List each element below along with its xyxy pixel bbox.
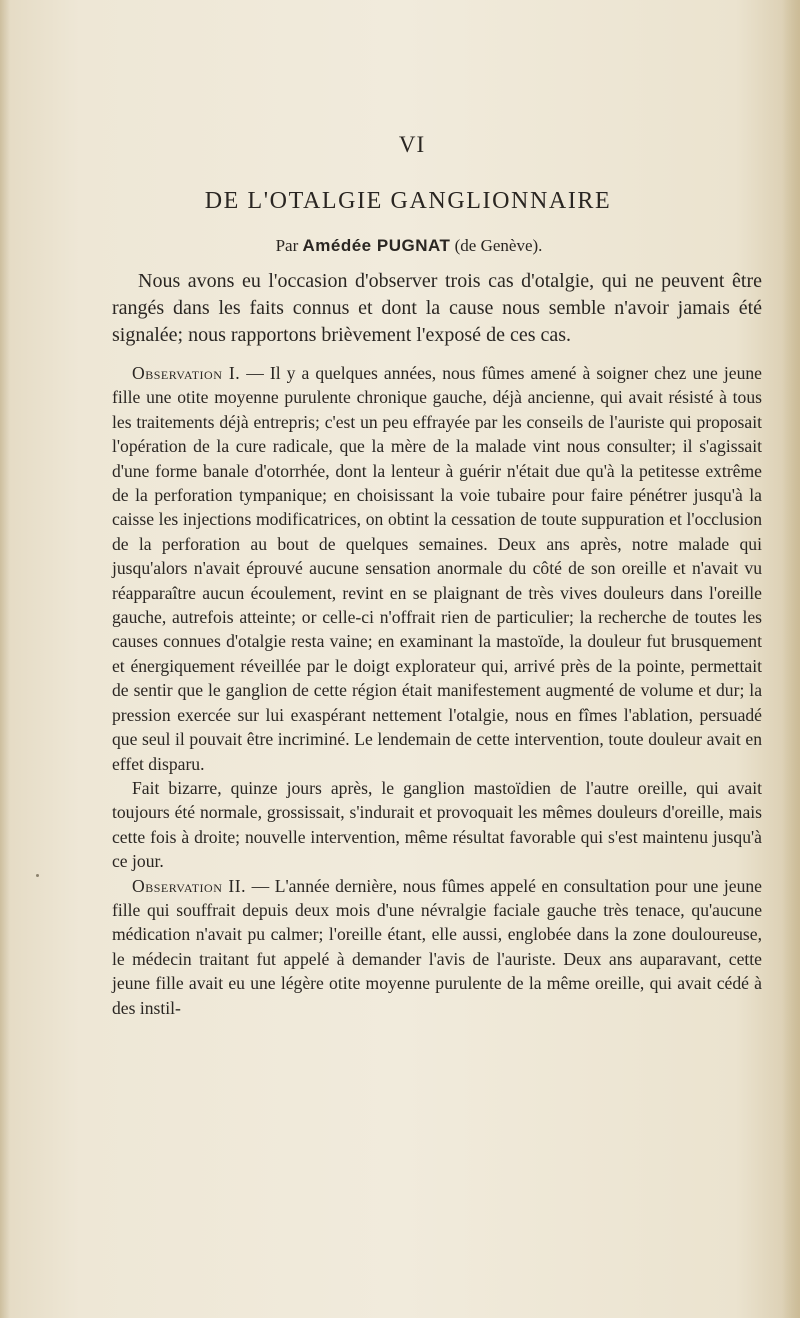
observation-2-text-1: — L'année dernière, nous fûmes appelé en consultation pour une jeune fille qui souffrait depuis deux mois d'une névralgie faciale gauche très tenace, qu'aucune médication n'avait pu calmer; l'oreille étant, elle aussi, englobée dans la zone douloureuse, le médecin traitant fut appelé à demander l'avis de l'auriste. Deux ans auparavant, cette jeune fille avait eu une légère otite moyenne purulente de la même oreille, qui avait cédé à des instil- [112, 875, 762, 1018]
observation-1-heading: Observation I. [132, 363, 241, 383]
byline-prefix: Par [275, 236, 303, 255]
article-body [112, 268, 762, 1020]
author-name: Amédée PUGNAT [302, 236, 451, 255]
observation-1 [112, 361, 762, 874]
observation-1-text-1: — Il y a quelques années, nous fûmes amené à soigner chez une jeune fille une otite moyenne purulente chronique gauche, déjà ancienne, qui avait résisté à tous les traitements déjà entrepris; c'est un peu effrayée par les conseils de l'auriste qui proposait l'opération de la cure radicale, que la mère de la malade vint nous consulter; il s'agissait d'une forme banale d'otorrhée, dont la lenteur à guérir n'était due qu'à la petitesse extrême de la perforation tympanique; en choisissant la voie tubaire pour faire pénétrer jusqu'à la caisse les injections modificatrices, on obtint la cessation de toute suppuration et l'occlusion de la perforation au bout de quelques semaines. Deux ans après, notre malade qui jusqu'alors n'avait éprouvé aucune sensation anormale du côté de son oreille et n'avait vu réapparaître aucun écoulement, revint en se plaignant de très vives douleurs dans l'oreille gauche, autrefois atteinte; or celle-ci n'offrait rien de particulier; la recherche de toutes les causes connues d'otalgie resta vaine; en examinant la mastoïde, la douleur fut brusquement et énergiquement réveillée par le doigt explorateur qui, arrivé près de la pointe, permettait de sentir que le ganglion de cette région était manifestement augmenté de volume et dur; la pression exercée sur lui exaspérant nettement l'otalgie, nous en fîmes l'ablation, persuadé que seul il pouvait être incriminé. Le lendemain de cette intervention, toute douleur avait en effet disparu. [112, 363, 762, 774]
chapter-number: VI [398, 132, 426, 157]
observation-2-paragraph-1 [112, 874, 762, 1020]
observation-1-paragraph-1 [112, 361, 762, 776]
intro-paragraph: Nous avons eu l'occasion d'observer trois cas d'otalgie, qui ne peuvent être rangés dans les faits connus et dont la cause nous semble n'avoir jamais été signalée; nous rapportons brièvement l'exposé de ces cas. [112, 270, 762, 346]
observation-2 [112, 874, 762, 1020]
paper-speck [36, 874, 39, 877]
observation-2-heading: Observation II. [132, 875, 247, 896]
page-title: DE L'OTALGIE GANGLIONNAIRE [204, 188, 612, 214]
byline-suffix: (de Genève). [450, 236, 543, 255]
intro-section [112, 268, 762, 349]
observation-1-paragraph-2: Fait bizarre, quinze jours après, le ganglion mastoïdien de l'autre oreille, qui avait toujours été normale, grossissait, s'indurait et provoquait les mêmes douleurs d'oreille, mais cette fois à droite; nouvelle intervention, même résultat favorable qui s'est maintenu jusqu'à ce jour. [112, 777, 762, 872]
byline [0, 236, 800, 256]
